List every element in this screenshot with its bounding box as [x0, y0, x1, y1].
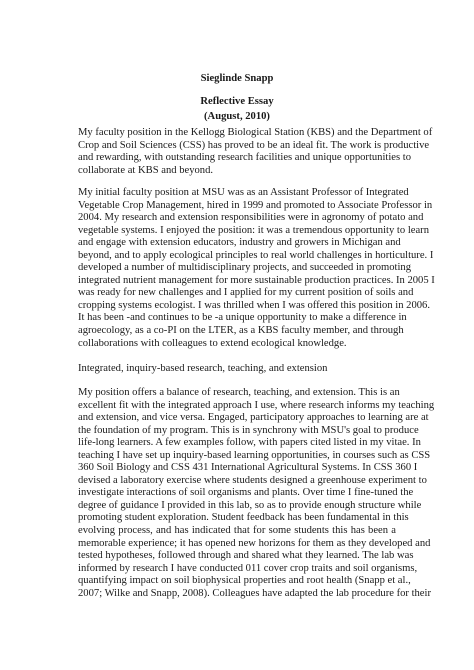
text-line: Crop and Soil Sciences (CSS) has proved to be an ideal fit. The work is productive	[78, 139, 430, 151]
text-line: 2007; Wilke and Snapp, 2008). Colleagues have adapted the lab procedure for their	[78, 587, 431, 599]
text-line: My initial faculty position at MSU was as an Assistant Professor of Integrated	[78, 187, 409, 198]
text-line: and engage with extension educators, industry and growers in Michigan and	[78, 237, 401, 249]
text-line: integrated nutrient management for more sustainable production practices. In 2005 I	[78, 274, 435, 286]
document-title: Reflective Essay	[200, 96, 274, 107]
text-line: agroecology, as a co-PI on the LTER, as a KBS faculty member, and through	[78, 325, 404, 337]
text-line: informed by research I have conducted 011 cover crop traits and soil organisms,	[78, 562, 418, 574]
document-date: (August, 2010)	[204, 111, 270, 122]
text-line: tested hypotheses, followed through and shared what they learned. The lab was	[78, 550, 414, 562]
text-line: 360 Soil Biology and CSS 431 International Agricultural Systems. In CSS 360 I	[78, 462, 418, 474]
text-line: was ready for new challenges and I applied for my current position of soils and	[78, 287, 414, 299]
text-line: vegetable systems. I enjoyed the position: it was a tremendous opportunity to learn	[78, 224, 429, 236]
author-name: Sieglinde Snapp	[200, 73, 274, 84]
text-line: Vegetable Crop Management, hired in 1999 and promoted to Associate Professor in	[78, 199, 433, 211]
document-header	[0, 71, 474, 124]
paragraph-initial-position	[78, 187, 435, 350]
text-line: It has been -and continues to be -a unique opportunity to make a difference in	[78, 312, 407, 324]
text-line: promoting student exploration. Student feedback has been fundamental in this	[78, 512, 409, 524]
section-heading: Integrated, inquiry-based research, teaching, and extension	[78, 363, 328, 374]
text-line: life-long learners. A few examples follow, with papers cited listed in my vitae. In	[78, 437, 421, 449]
text-line: degree of guidance I provided in this lab, so as to provide enough structure while	[78, 499, 422, 511]
text-line: collaborate at KBS and beyond.	[78, 164, 214, 176]
text-line: devised a laboratory exercise where students designed a greenhouse experiment to	[78, 474, 427, 486]
text-line: and rewarding, with outstanding research facilities and unique opportunities to	[78, 152, 412, 164]
text-line: and extension, and vice versa. Engaged, participatory approaches to learning are at	[78, 412, 429, 424]
text-line: memorable experience; it has opened new horizons for them as they developed and	[78, 537, 431, 549]
text-line: developed a number of multidisciplinary projects, and succeeded in promoting	[78, 262, 412, 274]
paragraph-intro	[78, 127, 433, 177]
text-line: investigate interactions of soil organisms and plants. Over time I fine-tuned the	[78, 487, 414, 499]
paragraph-integrated-approach	[78, 387, 435, 600]
text-line: teaching I have set up inquiry-based learning opportunities, in courses such as CSS	[78, 449, 431, 461]
text-line: collaborations with colleagues to extend ecological knowledge.	[78, 337, 347, 349]
text-line: My position offers a balance of research, teaching, and extension. This is an	[78, 387, 400, 398]
text-line: cropping systems ecologist. I was thrilled when I was offered this position in 2006.	[78, 299, 430, 311]
text-line: the foundation of my program. This is in synchrony with MSU's goal to produce	[78, 424, 419, 436]
text-line: My faculty position in the Kellogg Biological Station (KBS) and the Department of	[78, 127, 433, 138]
text-line: evolving process, and has indicated that for some students this has been a	[78, 525, 396, 537]
text-line: quantifying impact on soil biophysical properties and root health (Snapp et al.,	[78, 575, 411, 587]
text-line: beyond, and to apply ecological principles to real world challenges in horticulture. I	[78, 249, 434, 261]
text-line: 2004. My research and extension responsibilities were in agronomy of potato and	[78, 212, 424, 224]
text-line: excellent fit with the integrated approach I use, where research informs my teaching	[78, 399, 435, 411]
